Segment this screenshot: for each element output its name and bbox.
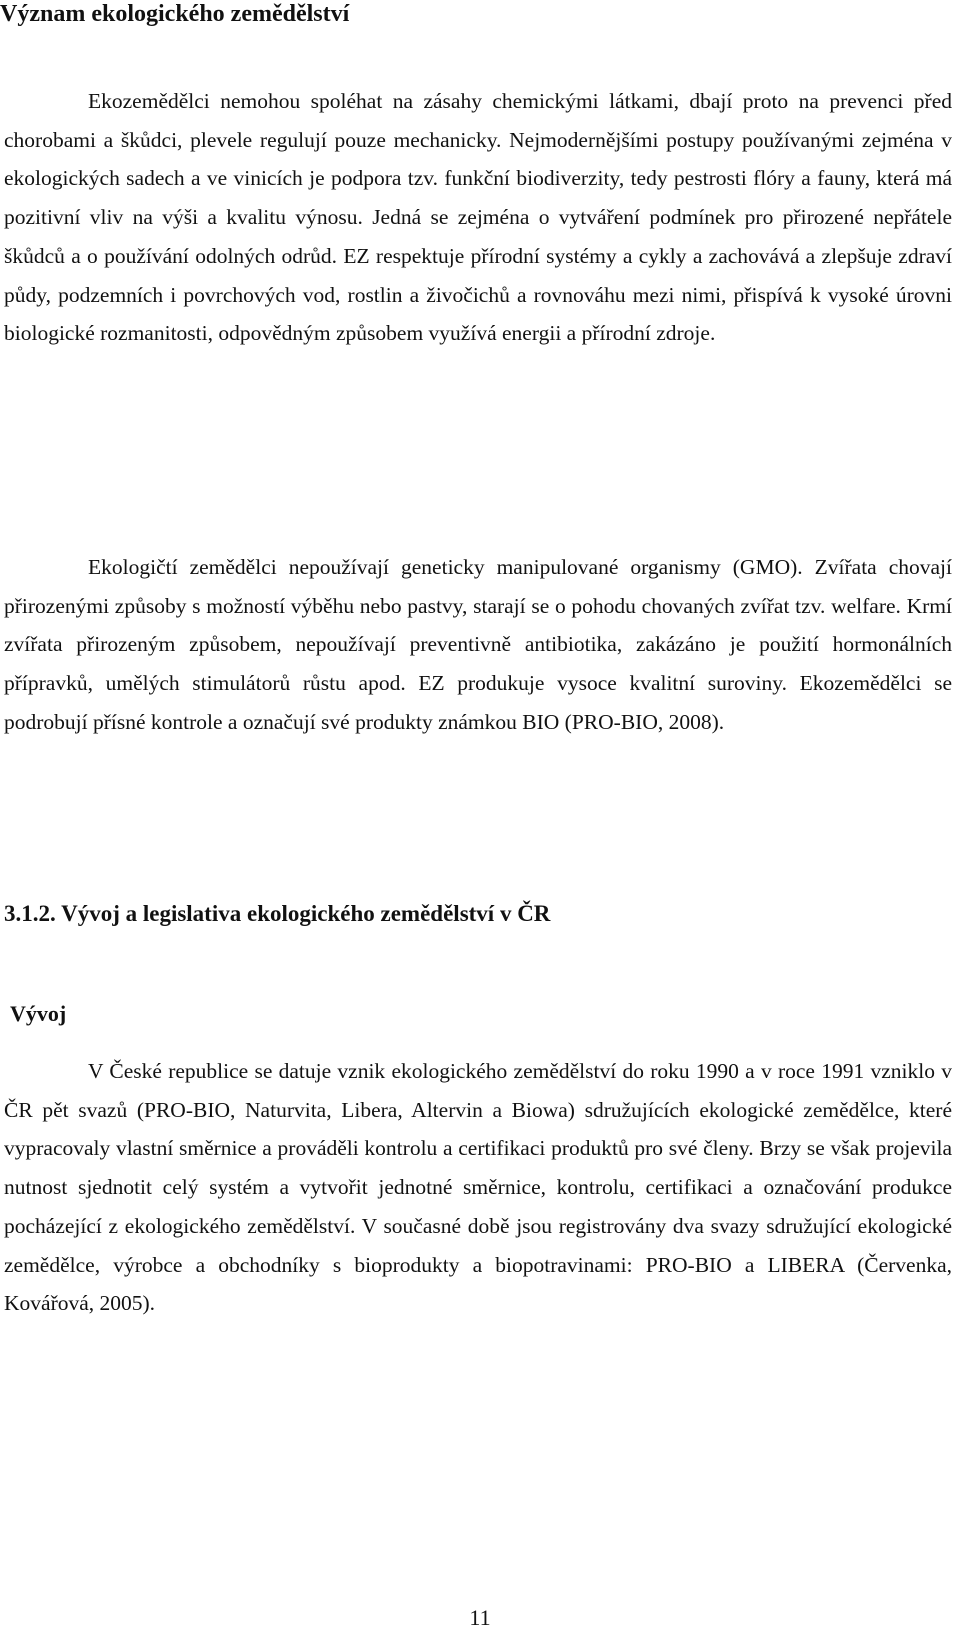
page-number: 11 [469,1605,491,1630]
sub-heading: Vývoj [10,1001,67,1026]
paragraph-gmo-animals: Ekologičtí zemědělci nepoužívají geneticky manipulované organismy (GMO). Zvířata chovají přirozenými způsoby s možností výběhu nebo pastvy, starají se o pohodu chovaných zvířat tzv. welfare. Krmí zvířata přirozeným způsobem, nepoužívají preventivně antibiotika, zakázáno je použití hormonálních přípravků, umělých stimulátorů růstu apod. EZ produkuje vysoce kvalitní suroviny. Ekozemědělci se podrobují přísné kontrole a označují své produkty známkou BIO (PRO-BIO, 2008). [4,555,952,734]
paragraph-development: V České republice se datuje vznik ekologického zemědělství do roku 1990 a v roce 1991 vzniklo v ČR pět svazů (PRO-BIO, Naturvita, Libera, Altervin a Biowa) sdružujících ekologické zemědělce, které vypracovaly vlastní směrnice a prováděli kontrolu a certifikaci produktů pro své členy. Brzy se však projevila nutnost sjednotit celý systém a vytvořit jednotné směrnice, kontrolu, certifikaci a označování produkce pocházející z ekologického zemědělství. V současné době jsou registrovány dva svazy sdružující ekologické zemědělce, výrobce a obchodníky s bioprodukty a biopotravinami: PRO-BIO a LIBERA (Červenka, Kovářová, 2005). [4,1059,952,1316]
paragraph-ecological-significance: Ekozemědělci nemohou spoléhat na zásahy chemickými látkami, dbají proto na prevenci před chorobami a škůdci, plevele regulují pouze mechanicky. Nejmodernějšími postupy používanými zejména v ekologických sadech a ve vinicích je podpora tzv. funkční biodiverzity, tedy pestrosti flóry a fauny, která má pozitivní vliv na výši a kvalitu výnosu. Jedná se zejména o vytváření podmínek pro přirozené nepřátele škůdců a o používání odolných odrůd. EZ respektuje přírodní systémy a cykly a zachovává a zlepšuje zdraví půdy, podzemních i povrchových vod, rostlin a živočichů a rovnováhu mezi nimi, přispívá k vysoké úrovni biologické rozmanitosti, odpovědným způsobem využívá energii a přírodní zdroje. [4,89,952,346]
section-heading: 3.1.2. Vývoj a legislativa ekologického zemědělství v ČR [4,901,551,926]
top-heading: Význam ekologického zemědělství [0,1,350,27]
